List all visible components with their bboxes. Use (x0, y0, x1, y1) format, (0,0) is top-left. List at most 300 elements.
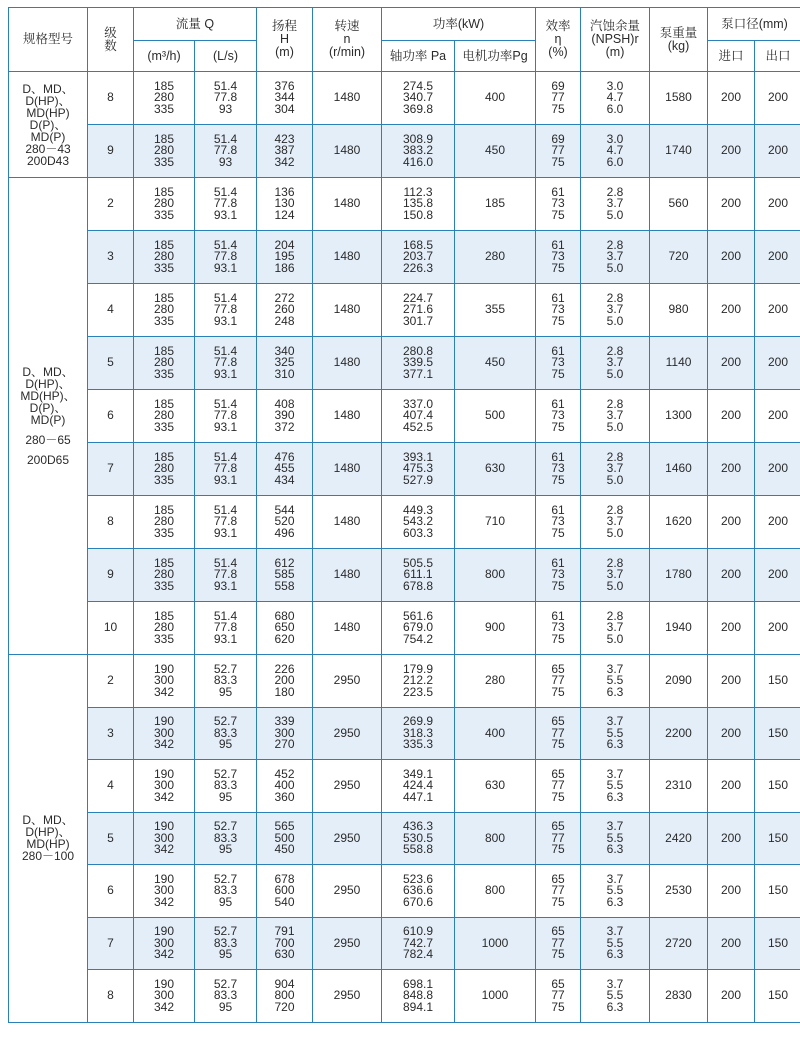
head-cell-value: 180 (274, 684, 295, 699)
header-inlet: 进口 (708, 41, 755, 72)
motor-power-cell: 630 (455, 443, 536, 496)
table-body (9, 72, 800, 1023)
head-cell-value: 339 (274, 714, 295, 728)
outlet-cell: 150 (755, 760, 800, 813)
efficiency-cell-value: 73 (551, 302, 565, 317)
flow-ls-cell-value: 51.4 (213, 290, 238, 305)
efficiency-cell-value: 65 (551, 766, 565, 781)
header-head (257, 8, 313, 72)
npsh-cell (581, 231, 650, 284)
model-line: MD(P) (30, 129, 66, 144)
motor-power-cell: 280 (455, 231, 536, 284)
model-line: 280－100 (21, 849, 75, 864)
head-cell (257, 390, 313, 443)
head-cell-value: 195 (274, 249, 295, 264)
npsh-cell-value: 2.8 (606, 502, 624, 517)
shaft-power-cell-value: 475.3 (403, 461, 434, 476)
flow-ls-cell-value: 95 (218, 842, 233, 856)
flow-m3h-cell-value: 342 (153, 999, 175, 1014)
outlet-cell: 150 (755, 812, 800, 865)
model-line: 280－43 (25, 141, 71, 156)
inlet-cell: 200 (708, 760, 755, 813)
shaft-power-cell-value: 611.1 (403, 567, 433, 582)
table-row (9, 865, 800, 918)
weight-cell: 2200 (650, 707, 708, 760)
shaft-power-cell-value: 223.5 (403, 684, 434, 699)
motor-power-cell: 800 (455, 812, 536, 865)
npsh-cell-value: 3.7 (606, 620, 624, 635)
npsh-cell (581, 707, 650, 760)
speed-cell: 2950 (313, 917, 382, 970)
efficiency-cell-value: 75 (551, 737, 565, 751)
flow-ls-cell-value: 95 (218, 789, 233, 804)
flow-m3h-cell-value: 335 (153, 260, 175, 275)
inlet-cell: 200 (708, 337, 755, 390)
model-line: MD(HP) (26, 837, 70, 852)
shaft-power-cell-value: 150.8 (403, 207, 434, 222)
flow-m3h-cell-value: 280 (153, 461, 175, 476)
npsh-cell-value: 3.7 (606, 661, 624, 676)
flow-m3h-cell-value: 300 (153, 988, 175, 1002)
efficiency-cell-value: 75 (551, 366, 565, 381)
efficiency-cell (536, 496, 581, 549)
npsh-cell-value: 5.5 (606, 830, 624, 845)
shaft-power-cell-value: 301.7 (403, 313, 434, 328)
npsh-cell-value: 3.7 (606, 196, 624, 211)
flow-m3h-cell-value: 185 (153, 449, 175, 464)
npsh-cell-value: 6.3 (606, 684, 624, 699)
header-stages (88, 8, 134, 72)
shaft-power-cell-value: 558.8 (403, 842, 434, 856)
shaft-power-cell-value: 530.5 (403, 830, 434, 845)
npsh-cell-value: 3.7 (606, 249, 624, 264)
motor-power-cell: 710 (455, 496, 536, 549)
shaft-power-cell-value: 610.9 (403, 924, 434, 938)
model-line: D(HP)、 (25, 377, 71, 391)
npsh-cell (581, 337, 650, 390)
efficiency-cell-value: 69 (551, 131, 565, 146)
head-cell-value: 372 (274, 419, 295, 434)
head-cell-value: 200 (274, 673, 295, 687)
flow-ls-cell-value: 52.7 (213, 871, 238, 886)
model-line: D(HP)、 (25, 825, 71, 840)
table-row (9, 178, 800, 231)
motor-power-cell: 400 (455, 72, 536, 125)
efficiency-cell-value: 61 (551, 237, 565, 252)
speed-cell: 1480 (313, 125, 382, 178)
head-cell-value: 558 (274, 578, 295, 593)
inlet-cell: 200 (708, 970, 755, 1023)
shaft-power-cell-value: 670.6 (403, 894, 434, 909)
stages-cell: 10 (88, 602, 134, 655)
flow-m3h-cell-value: 280 (153, 355, 175, 370)
flow-ls-cell-value: 51.4 (213, 449, 238, 464)
shaft-power-cell-value: 416.0 (403, 154, 434, 169)
head-cell-value: 310 (274, 366, 295, 381)
flow-ls-cell (195, 125, 257, 178)
npsh-cell-value: 3.7 (606, 355, 624, 370)
flow-ls-cell (195, 72, 257, 125)
flow-m3h-cell-value: 335 (153, 366, 175, 381)
inlet-cell: 200 (708, 284, 755, 337)
head-cell-value: 520 (274, 514, 295, 529)
npsh-cell-value: 4.7 (606, 143, 624, 158)
flow-m3h-cell-value: 342 (153, 894, 175, 909)
header-speed (313, 8, 382, 72)
npsh-cell-value: 5.5 (606, 673, 624, 687)
head-cell (257, 284, 313, 337)
npsh-cell-value: 5.0 (606, 419, 624, 434)
head-cell (257, 760, 313, 813)
efficiency-cell (536, 602, 581, 655)
inlet-cell: 200 (708, 602, 755, 655)
npsh-cell-value: 3.7 (606, 514, 624, 529)
shaft-power-cell-value: 377.1 (403, 366, 434, 381)
outlet-cell: 200 (755, 443, 800, 496)
npsh-cell (581, 72, 650, 125)
outlet-cell: 150 (755, 707, 800, 760)
npsh-cell (581, 970, 650, 1023)
model-line: MD(HP) (26, 105, 70, 120)
efficiency-cell (536, 970, 581, 1023)
efficiency-cell-value: 75 (551, 842, 565, 856)
header-flow-m3h: (m³/h) (134, 41, 195, 72)
stages-cell: 9 (88, 125, 134, 178)
efficiency-cell (536, 390, 581, 443)
table-row (9, 496, 800, 549)
outlet-cell: 200 (755, 549, 800, 602)
shaft-power-cell-value: 449.3 (403, 502, 434, 517)
weight-cell: 2420 (650, 812, 708, 865)
flow-ls-cell-value: 52.7 (213, 714, 238, 728)
head-cell (257, 707, 313, 760)
shaft-power-cell-value: 369.8 (403, 101, 434, 116)
efficiency-cell (536, 125, 581, 178)
flow-ls-cell-value: 77.8 (213, 90, 238, 105)
npsh-cell-value: 3.7 (606, 714, 624, 728)
head-cell-value: 630 (274, 947, 295, 961)
flow-ls-cell-value: 77.8 (213, 514, 238, 529)
flow-ls-cell-value: 51.4 (213, 343, 238, 358)
header-speed-text: 转速 n (r/min) (328, 19, 366, 59)
flow-m3h-cell-value: 300 (153, 883, 175, 897)
flow-m3h-cell-value: 335 (153, 578, 175, 593)
motor-power-cell: 1000 (455, 917, 536, 970)
head-cell-value: 455 (274, 461, 295, 476)
efficiency-cell (536, 443, 581, 496)
head-cell-value: 408 (274, 396, 295, 411)
flow-m3h-cell-value: 185 (153, 608, 175, 623)
shaft-power-cell-value: 782.4 (403, 947, 434, 961)
flow-ls-cell-value: 51.4 (213, 502, 238, 517)
weight-cell: 2830 (650, 970, 708, 1023)
shaft-power-cell-value: 224.7 (403, 290, 434, 305)
speed-cell: 2950 (313, 812, 382, 865)
weight-cell: 1140 (650, 337, 708, 390)
flow-ls-cell (195, 602, 257, 655)
flow-m3h-cell-value: 335 (153, 207, 175, 222)
flow-ls-cell-value: 95 (218, 999, 233, 1014)
efficiency-cell-value: 65 (551, 976, 565, 991)
stages-cell: 8 (88, 496, 134, 549)
efficiency-cell (536, 865, 581, 918)
efficiency-cell-value: 69 (551, 78, 565, 93)
flow-ls-cell (195, 917, 257, 970)
npsh-cell-value: 3.7 (606, 871, 624, 886)
npsh-cell-value: 6.3 (606, 842, 624, 856)
motor-power-cell: 450 (455, 337, 536, 390)
flow-m3h-cell-value: 280 (153, 143, 175, 158)
flow-ls-cell-value: 93.1 (213, 207, 238, 222)
flow-m3h-cell (134, 390, 195, 443)
head-cell (257, 178, 313, 231)
speed-cell: 1480 (313, 443, 382, 496)
flow-ls-cell-value: 95 (218, 737, 233, 751)
head-cell-value: 340 (274, 343, 295, 358)
head-cell (257, 602, 313, 655)
header-efficiency (536, 8, 581, 72)
flow-m3h-cell-value: 335 (153, 525, 175, 540)
efficiency-cell-value: 77 (551, 935, 565, 950)
head-cell (257, 655, 313, 708)
flow-ls-cell (195, 337, 257, 390)
head-cell-value: 700 (274, 935, 295, 950)
table-row (9, 125, 800, 178)
speed-cell: 2950 (313, 655, 382, 708)
npsh-cell-value: 5.0 (606, 313, 624, 328)
efficiency-cell-value: 73 (551, 461, 565, 476)
efficiency-cell (536, 812, 581, 865)
shaft-power-cell (382, 970, 455, 1023)
shaft-power-cell-value: 203.7 (403, 249, 434, 264)
inlet-cell: 200 (708, 655, 755, 708)
table-row (9, 284, 800, 337)
head-cell-value: 800 (274, 988, 295, 1002)
efficiency-cell-value: 73 (551, 408, 565, 423)
model-line: 200D43 (26, 153, 70, 168)
npsh-cell (581, 549, 650, 602)
head-cell-value: 136 (274, 184, 295, 199)
head-cell (257, 917, 313, 970)
npsh-cell (581, 443, 650, 496)
head-cell-value: 450 (274, 842, 295, 856)
shaft-power-cell (382, 337, 455, 390)
head-cell-value: 124 (274, 207, 295, 222)
npsh-cell-value: 2.8 (606, 396, 624, 411)
flow-ls-cell-value: 51.4 (213, 555, 238, 570)
efficiency-cell-value: 61 (551, 343, 565, 358)
header-weight (650, 8, 708, 72)
flow-m3h-cell (134, 707, 195, 760)
efficiency-cell (536, 917, 581, 970)
efficiency-cell-value: 75 (551, 260, 565, 275)
table-row (9, 337, 800, 390)
head-cell-value: 585 (274, 567, 295, 582)
flow-m3h-cell-value: 185 (153, 78, 175, 93)
flow-ls-cell-value: 83.3 (213, 883, 238, 897)
shaft-power-cell-value: 308.9 (403, 131, 434, 146)
efficiency-cell-value: 75 (551, 472, 565, 487)
stages-cell: 5 (88, 337, 134, 390)
shaft-power-cell-value: 527.9 (403, 472, 434, 487)
npsh-cell (581, 496, 650, 549)
flow-ls-cell-value: 51.4 (213, 131, 238, 146)
flow-m3h-cell-value: 335 (153, 154, 175, 169)
npsh-cell-value: 5.5 (606, 988, 624, 1002)
head-cell-value: 130 (274, 196, 295, 211)
flow-ls-cell (195, 390, 257, 443)
head-cell-value: 540 (274, 894, 295, 909)
shaft-power-cell (382, 760, 455, 813)
speed-cell: 2950 (313, 970, 382, 1023)
stages-cell: 6 (88, 865, 134, 918)
weight-cell: 2090 (650, 655, 708, 708)
flow-ls-cell-value: 93.1 (213, 631, 238, 646)
npsh-cell-value: 5.0 (606, 366, 624, 381)
shaft-power-cell-value: 543.2 (403, 514, 434, 529)
flow-ls-cell-value: 77.8 (213, 461, 238, 476)
header-weight-text: 泵重量 (kg) (659, 25, 698, 53)
efficiency-cell-value: 73 (551, 355, 565, 370)
flow-m3h-cell-value: 190 (153, 976, 175, 991)
shaft-power-cell-value: 212.2 (403, 673, 434, 687)
flow-ls-cell-value: 93.1 (213, 472, 238, 487)
shaft-power-cell-value: 269.9 (403, 714, 434, 728)
shaft-power-cell (382, 812, 455, 865)
npsh-cell-value: 2.8 (606, 449, 624, 464)
head-cell-value: 304 (274, 101, 295, 116)
npsh-cell-value: 3.0 (606, 131, 624, 146)
npsh-cell-value: 5.0 (606, 260, 624, 275)
efficiency-cell-value: 75 (551, 578, 565, 593)
flow-ls-cell-value: 93 (218, 154, 233, 169)
npsh-cell-value: 3.7 (606, 567, 624, 582)
flow-ls-cell-value: 52.7 (213, 976, 238, 991)
inlet-cell: 200 (708, 125, 755, 178)
stages-cell: 3 (88, 231, 134, 284)
flow-m3h-cell-value: 185 (153, 502, 175, 517)
flow-ls-cell (195, 549, 257, 602)
speed-cell: 1480 (313, 337, 382, 390)
outlet-cell: 150 (755, 970, 800, 1023)
flow-m3h-cell-value: 280 (153, 249, 175, 264)
efficiency-cell-value: 75 (551, 313, 565, 328)
efficiency-cell-value: 75 (551, 631, 565, 646)
outlet-cell: 200 (755, 602, 800, 655)
efficiency-cell-value: 75 (551, 525, 565, 540)
npsh-cell-value: 2.8 (606, 237, 624, 252)
speed-cell: 1480 (313, 496, 382, 549)
npsh-cell-value: 4.7 (606, 90, 624, 105)
head-cell (257, 337, 313, 390)
flow-ls-cell-value: 93.1 (213, 525, 238, 540)
head-cell (257, 970, 313, 1023)
efficiency-cell-value: 75 (551, 789, 565, 804)
flow-ls-cell-value: 77.8 (213, 408, 238, 423)
pump-spec-table (8, 7, 800, 1023)
motor-power-cell: 900 (455, 602, 536, 655)
model-line: D(HP)、 (25, 93, 71, 108)
motor-power-cell: 450 (455, 125, 536, 178)
flow-m3h-cell-value: 300 (153, 830, 175, 845)
header-npsh-text: 汽蚀余量 (NPSH)r (m) (590, 19, 641, 59)
shaft-power-cell-value: 447.1 (403, 789, 434, 804)
shaft-power-cell-value: 337.0 (403, 396, 434, 411)
efficiency-cell-value: 77 (551, 673, 565, 687)
npsh-cell-value: 3.7 (606, 408, 624, 423)
npsh-cell (581, 602, 650, 655)
stages-cell: 8 (88, 72, 134, 125)
efficiency-cell-value: 75 (551, 419, 565, 434)
flow-m3h-cell-value: 190 (153, 871, 175, 886)
stages-cell: 2 (88, 655, 134, 708)
head-cell-value: 904 (274, 976, 295, 991)
head-cell-value: 650 (274, 620, 295, 635)
flow-ls-cell (195, 655, 257, 708)
efficiency-cell-value: 61 (551, 449, 565, 464)
efficiency-cell-value: 77 (551, 988, 565, 1002)
head-cell-value: 360 (274, 789, 295, 804)
flow-ls-cell (195, 496, 257, 549)
flow-ls-cell-value: 52.7 (213, 924, 238, 938)
efficiency-cell-value: 75 (551, 101, 565, 116)
npsh-cell (581, 865, 650, 918)
flow-ls-cell-value: 83.3 (213, 988, 238, 1002)
efficiency-cell-value: 77 (551, 143, 565, 158)
efficiency-cell-value: 75 (551, 684, 565, 699)
flow-ls-cell (195, 760, 257, 813)
shaft-power-cell-value: 393.1 (403, 449, 434, 464)
flow-ls-cell-value: 51.4 (213, 608, 238, 623)
shaft-power-cell (382, 602, 455, 655)
table-row (9, 655, 800, 708)
flow-m3h-cell (134, 760, 195, 813)
model-line: D、MD、 (22, 81, 74, 96)
head-cell (257, 443, 313, 496)
stages-cell: 3 (88, 707, 134, 760)
flow-m3h-cell-value: 335 (153, 631, 175, 646)
head-cell-value: 325 (274, 355, 295, 370)
flow-m3h-cell (134, 655, 195, 708)
flow-m3h-cell-value: 300 (153, 673, 175, 687)
shaft-power-cell (382, 231, 455, 284)
head-cell (257, 865, 313, 918)
header-head-text: 扬程 H (m) (272, 19, 298, 59)
head-cell-value: 620 (274, 631, 295, 646)
weight-cell: 1580 (650, 72, 708, 125)
flow-m3h-cell (134, 284, 195, 337)
shaft-power-cell-value: 349.1 (403, 766, 434, 781)
head-cell-value: 270 (274, 737, 295, 751)
flow-ls-cell-value: 52.7 (213, 661, 238, 676)
inlet-cell: 200 (708, 390, 755, 443)
efficiency-cell-value: 75 (551, 207, 565, 222)
efficiency-cell-value: 61 (551, 184, 565, 199)
head-cell-value: 226 (274, 661, 295, 676)
weight-cell: 980 (650, 284, 708, 337)
shaft-power-cell-value: 754.2 (403, 631, 434, 646)
outlet-cell: 150 (755, 865, 800, 918)
flow-ls-cell-value: 83.3 (213, 935, 238, 950)
speed-cell: 1480 (313, 72, 382, 125)
flow-m3h-cell-value: 280 (153, 620, 175, 635)
efficiency-cell-value: 65 (551, 924, 565, 938)
flow-m3h-cell-value: 280 (153, 567, 175, 582)
weight-cell: 1300 (650, 390, 708, 443)
head-cell-value: 500 (274, 830, 295, 845)
flow-m3h-cell-value: 280 (153, 408, 175, 423)
head-cell-value: 612 (274, 555, 295, 570)
